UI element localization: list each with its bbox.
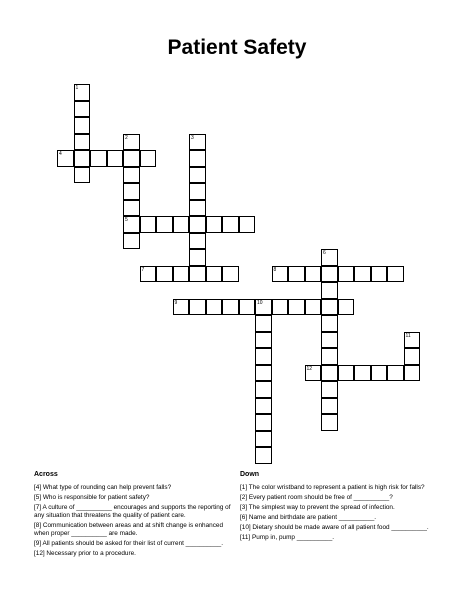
grid-cell [239,299,256,316]
clue-across-7: [7] A culture of __________ encourages and supports the reporting of any situation that threatens the quality of patient care. [34,504,231,519]
grid-cell [140,150,157,167]
clue-number: 8 [273,266,277,273]
grid-cell [206,299,223,316]
clue-across-4: [4] What type of rounding can help prevent falls? [34,484,172,491]
clue-down-6: [6] Name and birthdate are patient __________. [240,514,377,521]
grid-cell [189,266,206,283]
grid-cell [321,315,338,332]
grid-cell [189,134,206,151]
grid-cell [173,216,190,233]
grid-cell [288,299,305,316]
grid-cell [255,381,272,398]
grid-cell [189,183,206,200]
grid-cell [404,348,421,365]
down-heading: Down [240,471,260,478]
grid-cell [90,150,107,167]
grid-cell [305,299,322,316]
clue-number: 9 [174,299,178,306]
clue-number: 6 [323,250,326,256]
clue-number: 7 [141,266,145,273]
grid-cell [123,183,140,200]
grid-cell [321,299,338,316]
grid-cell [338,299,355,316]
grid-cell [321,365,338,382]
grid-cell [189,233,206,250]
grid-cell [255,315,272,332]
grid-cell [404,332,421,349]
grid-cell [123,233,140,250]
grid-cell [123,150,140,167]
grid-cell [140,266,157,283]
down-clues [240,471,440,544]
grid-cell [107,150,124,167]
clue-across-12: [12] Necessary prior to a procedure. [34,550,136,557]
grid-cell [305,365,322,382]
clue-down-10: [10] Dietary should be made aware of all patient food __________. [240,524,429,531]
grid-cell [123,216,140,233]
grid-cell [206,216,223,233]
clue-number: 1 [75,85,79,91]
grid-cell [404,365,421,382]
grid-cell [321,414,338,431]
clue-across-8: [8] Communication between areas and at shift change is enhanced when proper __________ are made. [34,522,223,537]
grid-cell [239,216,256,233]
clue-number: 2 [125,134,128,141]
grid-cell [255,398,272,415]
grid-cell [173,266,190,283]
clue-number: 10 [257,299,263,306]
grid-cell [338,365,355,382]
grid-cell [272,266,289,283]
grid-cell [222,299,239,316]
grid-cell [255,332,272,349]
grid-cell [255,348,272,365]
grid-cell [321,282,338,299]
grid-cell [189,299,206,316]
grid-cell [321,398,338,415]
grid-cell [321,249,338,266]
grid-cell [222,216,239,233]
clue-number: 12 [306,365,313,372]
grid-cell [321,332,338,349]
grid-cell [321,348,338,365]
grid-cell [321,266,338,283]
grid-cell [321,381,338,398]
grid-cell [189,249,206,266]
grid-cell [189,167,206,184]
grid-cell [387,266,404,283]
grid-cell [74,150,91,167]
grid-cell [123,167,140,184]
clue-number: 5 [125,217,128,223]
grid-cell [123,134,140,151]
grid-cell [255,414,272,431]
grid-cell [255,447,272,464]
grid-cell [255,299,272,316]
grid-cell [74,101,91,118]
puzzle-title: Patient Safety [167,36,307,59]
grid-cell [305,266,322,283]
clue-down-2: [2] Every patient room should be free of __________? [240,494,393,501]
grid-cell [255,365,272,382]
grid-cell [140,216,157,233]
clue-down-1: [1] The color wristband to represent a patient is high risk for falls? [240,484,425,491]
grid-cell [371,365,388,382]
grid-cell [255,431,272,448]
grid-cell [387,365,404,382]
grid-cell [354,365,371,382]
across-heading: Across [34,471,58,478]
across-clues [34,471,234,560]
grid-cell [189,200,206,217]
grid-cell [222,266,239,283]
grid-cell [371,266,388,283]
clue-number: 3 [191,134,194,141]
grid-cell [156,216,173,233]
grid-cell [57,150,74,167]
grid-cell [206,266,223,283]
grid-cell [288,266,305,283]
grid-cell [156,266,173,283]
grid-cell [189,150,206,167]
clue-across-5: [5] Who is responsible for patient safety? [34,494,150,501]
grid-cell [354,266,371,283]
clue-down-3: [3] The simplest way to prevent the spread of infection. [240,504,395,511]
grid-cell [338,266,355,283]
clue-number: 4 [59,151,62,157]
grid-cell [173,299,190,316]
clue-number: 11 [405,332,411,339]
grid-cell [74,117,91,134]
grid-cell [74,84,91,101]
clue-down-11: [11] Pump in, pump __________. [240,534,335,541]
grid-cell [74,167,91,184]
clue-across-9: [9] All patients should be asked for their list of current __________. [34,540,223,547]
grid-cell [74,134,91,151]
grid-cell [123,200,140,217]
grid-cell [272,299,289,316]
grid-cell [189,216,206,233]
